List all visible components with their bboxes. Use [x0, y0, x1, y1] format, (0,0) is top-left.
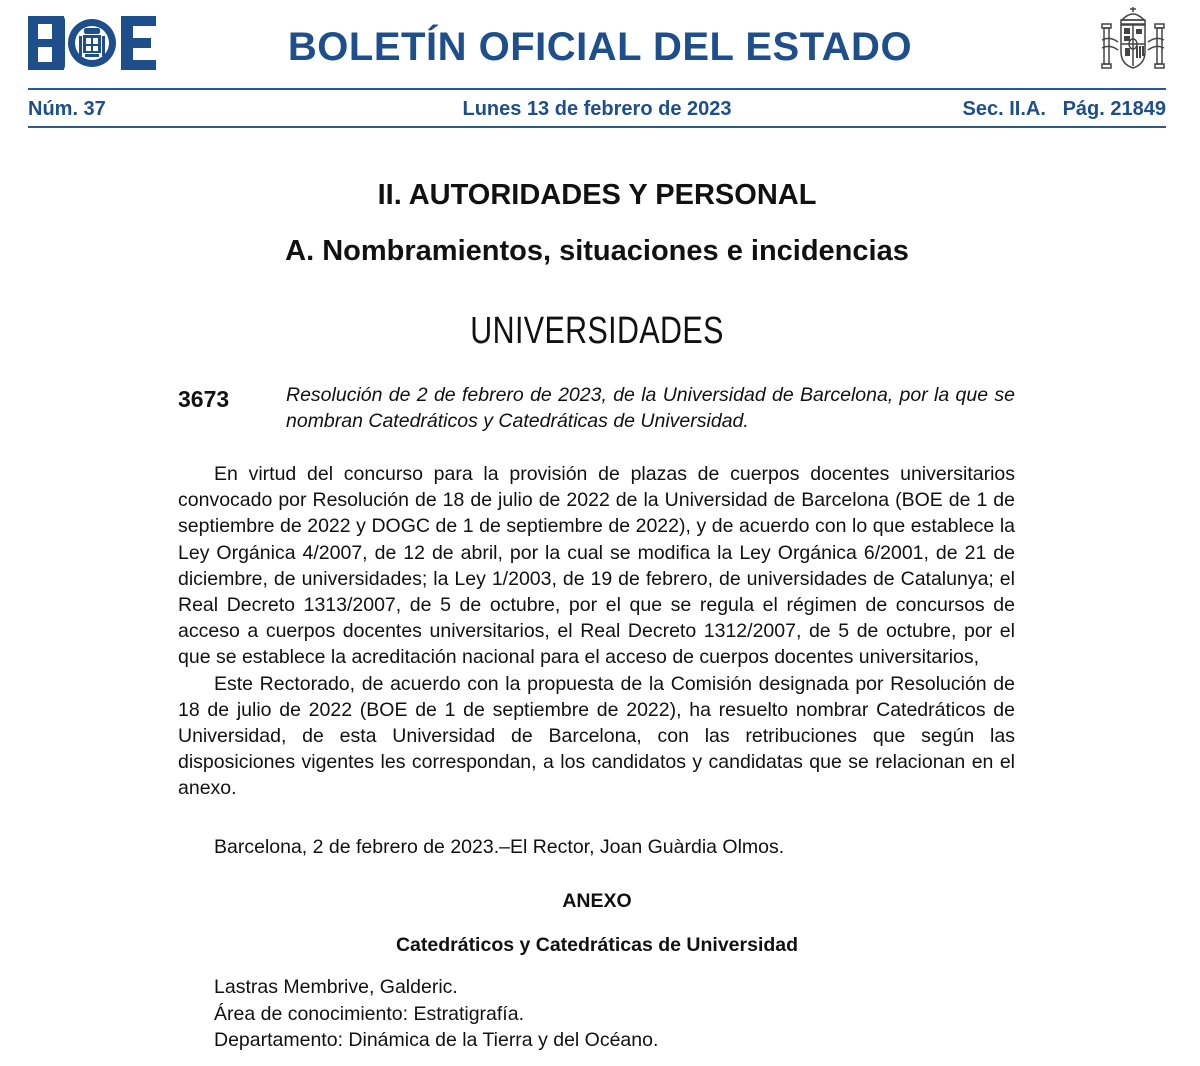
appointee-entry: [214, 974, 658, 1054]
document-body: [178, 461, 1015, 802]
coat-of-arms-icon: [1098, 6, 1168, 76]
signature-line: Barcelona, 2 de febrero de 2023.–El Rector, Joan Guàrdia Olmos.: [214, 836, 785, 858]
section-subtitle: A. Nombramientos, situaciones e incidencias: [285, 235, 909, 267]
appointee-area: Área de conocimiento: Estratigrafía.: [214, 1002, 524, 1025]
body-paragraph: Este Rectorado, de acuerdo con la propuesta de la Comisión designada por Resolución de 18 de julio de 2022 (BOE de 1 de septiembre de 2022), ha resuelto nombrar Catedráticos de Universidad, de esta Universidad de Barcelona, con las retribuciones que según las disposiciones vigentes les correspondan, a los candidatos y candidatas que se relacionan en el anexo.: [178, 672, 1015, 800]
document-title: Resolución de 2 de febrero de 2023, de la Universidad de Barcelona, por la que se nombran Catedráticos y Catedráticas de Universidad.: [286, 384, 1015, 432]
section-page: Sec. II.A. Pág. 21849: [962, 98, 1166, 120]
boe-logo: [28, 16, 156, 70]
issue-number: Núm. 37: [28, 98, 106, 120]
annex-title: ANEXO: [562, 890, 632, 912]
body-paragraph: En virtud del concurso para la provisión de plazas de cuerpos docentes universitarios convocado por Resolución de 18 de julio de 2022 de la Universidad de Barcelona (BOE de 1 de septiembre de 2022 y DOGC de 1 de septiembre de 2022), y de acuerdo con lo que establece la Ley Orgánica 4/2007, de 12 de abril, por la cual se modifica la Ley Orgánica 6/2001, de 21 de diciembre, de universidades; la Ley 1/2003, de 19 de febrero, de universidades de Catalunya; el Real Decreto 1313/2007, de 5 de octubre, por el que se regula el régimen de concursos de acceso a cuerpos docentes universitarios, el Real Decreto 1312/2007, de 5 de octubre, por el que se establece la acreditación nacional para el acceso de cuerpos docentes universitarios,: [178, 463, 1015, 669]
appointee-name: Lastras Membrive, Galderic.: [214, 976, 458, 998]
annex-subtitle: Catedráticos y Catedráticas de Universidad: [395, 934, 799, 956]
issue-date: Lunes 13 de febrero de 2023: [462, 98, 732, 120]
appointee-department: Departamento: Dinámica de la Tierra y del Océano.: [214, 1029, 659, 1051]
section-title: II. AUTORIDADES Y PERSONAL: [377, 179, 817, 211]
header-rule-top: [28, 88, 1166, 90]
header-rule-bottom: [28, 126, 1166, 128]
issue-info-row: [28, 95, 1166, 123]
document-number: 3673: [178, 386, 230, 412]
masthead-title: BOLETÍN OFICIAL DEL ESTADO: [287, 25, 913, 69]
category-heading: UNIVERSIDADES: [470, 310, 724, 352]
